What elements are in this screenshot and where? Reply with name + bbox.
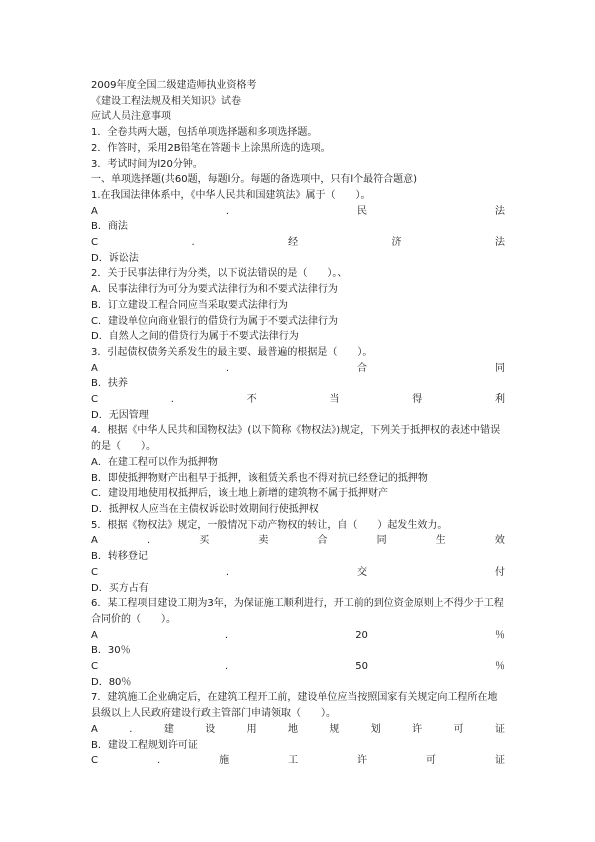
option-token: 济 bbox=[391, 237, 402, 249]
option-token: 经 bbox=[288, 237, 299, 249]
option-token: 合 bbox=[357, 362, 367, 374]
option-line bbox=[91, 204, 505, 220]
text-line: 2009年度全国二级建造师执业资格考 bbox=[91, 80, 257, 91]
option-token: A bbox=[91, 629, 98, 641]
option-token: A bbox=[91, 205, 98, 217]
text-line: 2．作答时，采用2B铅笔在答题卡上涂黑所选的选项。 bbox=[91, 142, 331, 154]
option-token: A bbox=[91, 723, 98, 735]
option-token: . bbox=[146, 535, 151, 547]
option-token: C bbox=[91, 755, 98, 767]
option-token: . bbox=[156, 755, 161, 767]
option-token: . bbox=[225, 661, 229, 673]
option-token: 规 bbox=[329, 723, 340, 735]
text-line: 应试人员注意事项 bbox=[91, 111, 171, 123]
option-token: 民 bbox=[357, 205, 367, 217]
option-token: 证 bbox=[494, 755, 505, 767]
option-token: 效 bbox=[494, 535, 505, 547]
option-token: 工 bbox=[288, 755, 299, 767]
option-token: 当 bbox=[329, 394, 340, 406]
option-line bbox=[91, 392, 505, 408]
text-line: 4．根据《中华人民共和国物权法》(以下简称《物权法》)规定，下列关于抵押权的表述中错误的是（ ）。 bbox=[91, 425, 501, 453]
text-line: B．商法 bbox=[91, 221, 128, 233]
text-line: B．建设工程规划许可证 bbox=[91, 739, 198, 751]
option-token: 法 bbox=[494, 205, 505, 217]
text-line: 2．关于民事法律行为分类，以下说法错误的是（ ）。、 bbox=[91, 268, 348, 280]
option-token: 不 bbox=[246, 394, 257, 406]
text-line: 3．考试时间为l20分钟。 bbox=[91, 158, 203, 170]
option-line bbox=[91, 533, 505, 549]
text-line: B．扶养 bbox=[91, 378, 128, 390]
text-line: B．订立建设工程合同应当采取要式法律行为 bbox=[91, 299, 288, 311]
option-token: A bbox=[91, 535, 98, 547]
text-line: 6．某工程项目建设工期为3年，为保证施工顺利进行，开工前的到位资金原则上不得少于工程合同价的（ ）。 bbox=[91, 598, 504, 625]
text-line: D．诉讼法 bbox=[91, 252, 139, 264]
text-line: 《建设工程法规及相关知识》试卷 bbox=[91, 95, 241, 107]
option-token: . bbox=[129, 723, 133, 735]
option-token: 买 bbox=[199, 535, 210, 547]
option-token: C bbox=[91, 237, 98, 249]
option-token: C bbox=[91, 566, 98, 578]
option-token: 同 bbox=[494, 362, 505, 374]
option-token: A bbox=[91, 362, 98, 374]
option-token: 划 bbox=[370, 723, 381, 735]
option-token: 设 bbox=[205, 723, 216, 735]
option-line bbox=[91, 235, 505, 251]
option-token: 合 bbox=[317, 535, 328, 547]
option-token: 施 bbox=[219, 755, 230, 767]
option-token: 50 bbox=[355, 661, 368, 673]
option-token: 得 bbox=[412, 394, 423, 406]
option-line bbox=[91, 659, 505, 675]
option-token: 法 bbox=[494, 237, 505, 249]
text-line: 5．根据《物权法》规定，一般情况下动产物权的转让，自（ ）起发生效力。 bbox=[91, 519, 448, 531]
option-token: 许 bbox=[357, 755, 368, 767]
option-token: . bbox=[225, 362, 230, 374]
document-body bbox=[91, 78, 505, 769]
option-token: 建 bbox=[163, 723, 174, 735]
option-token: 利 bbox=[495, 394, 505, 406]
text-line: B．即使抵押物财产出租早于抵押，该租赁关系也不得对抗已经登记的抵押物 bbox=[91, 472, 428, 484]
option-token: 同 bbox=[376, 535, 387, 547]
text-line: D．无因管理 bbox=[91, 409, 149, 421]
option-token: 20 bbox=[355, 629, 368, 641]
option-token: . bbox=[225, 566, 230, 578]
option-line bbox=[91, 361, 505, 377]
text-line: 7．建筑施工企业确定后，在建筑工程开工前，建设单位应当按照国家有关规定向工程所在地县级以上人民政府建设行政主管部门申请领取（ ）。 bbox=[91, 692, 498, 720]
option-token: 可 bbox=[426, 755, 437, 767]
option-token: 用 bbox=[246, 723, 257, 735]
text-line: B．30％ bbox=[91, 645, 131, 657]
option-token: 可 bbox=[453, 723, 464, 735]
option-line bbox=[91, 628, 505, 644]
text-line: 1.在我国法律体系中，《中华人民共和国建筑法》属于（ ）。 bbox=[91, 189, 371, 201]
text-line: D．买方占有 bbox=[91, 582, 149, 594]
text-line: D．抵押权人应当在主债权诉讼时效期间行使抵押权 bbox=[91, 503, 319, 515]
option-token: . bbox=[224, 629, 229, 641]
text-line: D．80％ bbox=[91, 676, 132, 688]
option-token: . bbox=[225, 205, 230, 217]
option-token: ％ bbox=[495, 661, 505, 673]
option-token: 交 bbox=[357, 566, 368, 578]
text-line: D．自然人之间的借贷行为属于不要式法律行为 bbox=[91, 331, 299, 343]
text-line: A．在建工程可以作为抵押物 bbox=[91, 456, 218, 468]
option-token: . bbox=[191, 237, 195, 249]
option-token: 地 bbox=[287, 723, 298, 735]
text-line: B．转移登记 bbox=[91, 551, 148, 563]
option-line bbox=[91, 565, 505, 581]
option-token: . bbox=[170, 394, 174, 406]
option-token: 许 bbox=[412, 723, 423, 735]
option-token: 付 bbox=[494, 566, 505, 578]
option-token: C bbox=[91, 661, 98, 673]
option-line bbox=[91, 722, 505, 738]
option-token: 卖 bbox=[258, 535, 269, 547]
option-token: 证 bbox=[494, 723, 505, 735]
text-line: 一、单项选择题(共60题，每题l分。每题的备选项中，只有l个最符合题意) bbox=[91, 174, 418, 186]
option-line bbox=[91, 753, 505, 769]
text-line: C．建设用地使用权抵押后，该土地上新增的建筑物不属于抵押财产 bbox=[91, 488, 388, 500]
text-line: A．民事法律行为可分为要式法律行为和不要式法律行为 bbox=[91, 284, 338, 296]
option-token: C bbox=[91, 394, 98, 406]
text-line: 3．引起债权债务关系发生的最主要、最普遍的根据是（ ）。 bbox=[91, 346, 373, 358]
option-token: ％ bbox=[495, 629, 505, 641]
option-token: 生 bbox=[435, 535, 446, 547]
text-line: 1．全卷共两大题，包括单项选择题和多项选择题。 bbox=[91, 127, 318, 139]
text-line: C．建设单位向商业银行的借贷行为属于不要式法律行为 bbox=[91, 315, 338, 327]
